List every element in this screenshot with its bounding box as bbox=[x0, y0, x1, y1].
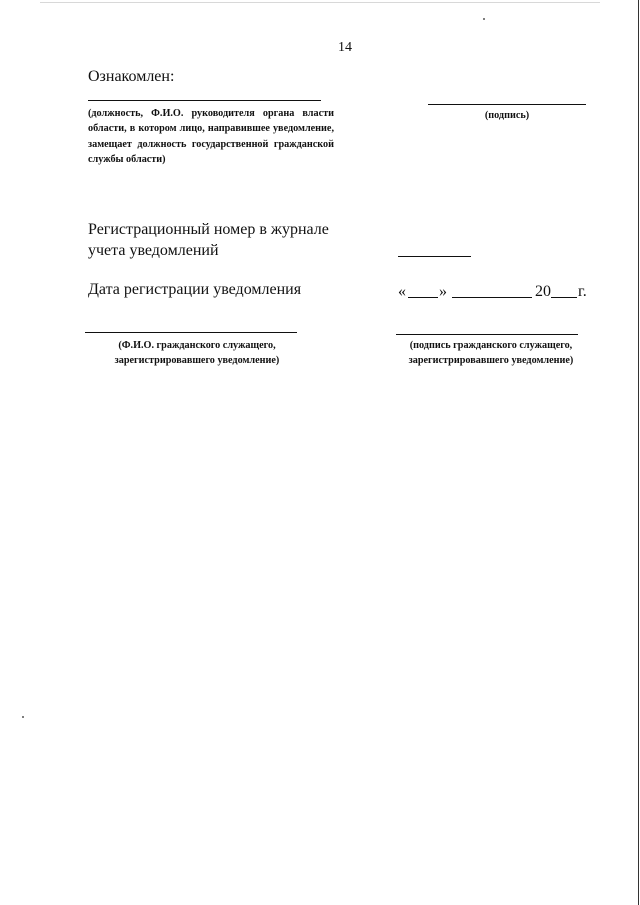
scan-edge-top bbox=[40, 2, 600, 3]
scan-speck bbox=[22, 716, 24, 718]
date-year-line bbox=[551, 297, 577, 298]
clerk-signature-line bbox=[396, 334, 578, 335]
registration-number-label-line: учета уведомлений bbox=[88, 242, 219, 259]
page-number: 14 bbox=[338, 40, 352, 55]
clerk-signature-caption-line: (подпись гражданского служащего, bbox=[409, 340, 573, 351]
registration-number-label-line: Регистрационный номер в журнале bbox=[88, 221, 329, 238]
clerk-name-line bbox=[85, 332, 297, 333]
date-open-quote: « bbox=[398, 283, 406, 300]
signature-caption: (подпись) bbox=[484, 110, 530, 121]
position-caption: (должность, Ф.И.О. руководителя органа власти области, в котором лицо, направившее уведомление, замещает должность государственной гражданской службы области) bbox=[88, 108, 334, 165]
clerk-signature-caption bbox=[396, 338, 586, 369]
registration-number-line bbox=[398, 256, 471, 257]
scan-speck bbox=[483, 18, 485, 20]
scan-edge bbox=[638, 0, 639, 905]
clerk-name-caption bbox=[85, 338, 309, 369]
signature-line bbox=[428, 104, 586, 105]
clerk-name-caption-line: (Ф.И.О. гражданского служащего, bbox=[118, 340, 276, 351]
position-signature-line bbox=[88, 100, 321, 101]
year-prefix: 20 bbox=[535, 283, 551, 300]
date-close-quote: » bbox=[439, 283, 447, 300]
registration-date-label: Дата регистрации уведомления bbox=[88, 281, 302, 298]
date-month-line bbox=[452, 297, 532, 298]
acknowledged-label: Ознакомлен: bbox=[88, 68, 175, 85]
clerk-name-caption-line: зарегистрировавшего уведомление) bbox=[114, 355, 280, 367]
clerk-signature-caption-line: зарегистрировавшего уведомление) bbox=[408, 355, 574, 367]
date-day-line bbox=[408, 297, 438, 298]
year-suffix: г. bbox=[578, 283, 587, 300]
registration-number-label bbox=[88, 219, 329, 261]
